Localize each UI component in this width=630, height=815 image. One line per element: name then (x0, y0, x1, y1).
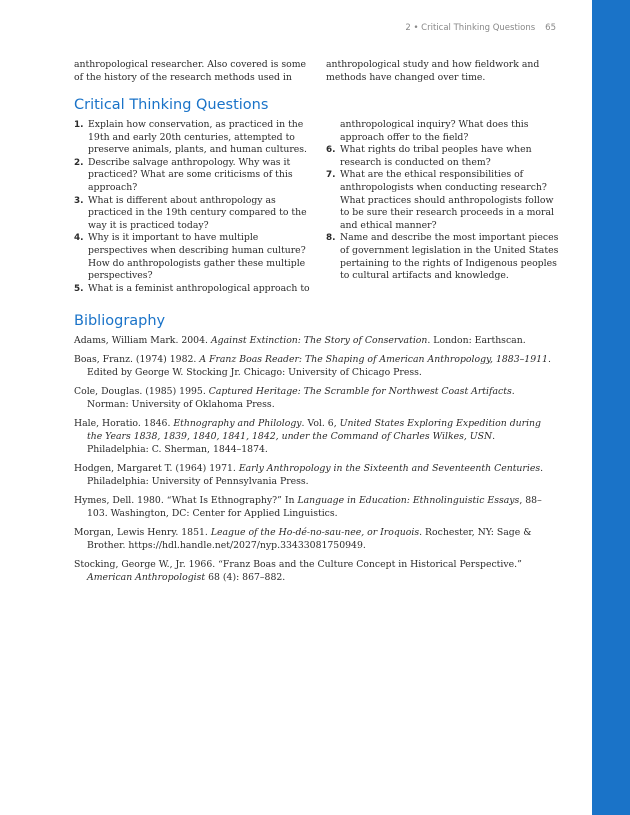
entry-author: Cole, Douglas. (1985) 1995. (74, 386, 209, 397)
question-number: 8. (326, 233, 336, 244)
question-number: 2. (74, 157, 84, 168)
entry-publisher: . Edited by George W. Stocking Jr. Chicago: University of Chicago Press. (87, 354, 551, 378)
entry-publisher: . Philadelphia: University of Pennsylvania Press. (87, 463, 544, 487)
question-list-right (326, 119, 559, 283)
entry-title: Ethnography and Philology (173, 418, 302, 429)
question-text: Describe salvage anthropology. Why was it practiced? What are some criticisms of this approach? (88, 156, 293, 193)
bibliography-entry (74, 417, 559, 456)
question-text: anthropological inquiry? What does this approach offer to the field? (340, 119, 529, 143)
question-item (74, 283, 310, 296)
intro-text-left: anthropological researcher. Also covered is some of the history of the research methods used in (74, 59, 307, 83)
entry-publisher: . Philadelphia: C. Sherman, 1844–1874. (87, 431, 496, 455)
entry-author: Hymes, Dell. 1980. “What Is Ethnography?” In (74, 495, 298, 506)
question-text: What rights do tribal peoples have when research is conducted on them? (340, 144, 532, 168)
bibliography-heading: Bibliography (74, 313, 166, 329)
question-number: 3. (74, 195, 84, 206)
question-text: What are the ethical responsibilities of anthropologists when conducting research? What practices should anthropologists follow to be sure their research proceeds in a moral and ethical manner? (340, 169, 554, 231)
question-item (74, 232, 310, 282)
entry-author: Morgan, Lewis Henry. 1851. (74, 527, 211, 538)
critical-thinking-heading: Critical Thinking Questions (74, 97, 269, 113)
bibliography-entry (74, 526, 559, 552)
entry-author: Adams, William Mark. 2004. (74, 335, 211, 346)
question-item (326, 169, 559, 232)
bibliography-entry (74, 385, 559, 411)
bibliography-list (74, 334, 559, 590)
entry-title: Against Extinction: The Story of Conservation (210, 335, 428, 346)
bibliography-entry (74, 462, 559, 488)
entry-publisher: . London: Earthscan. (427, 335, 526, 346)
bibliography-entry (74, 494, 559, 520)
question-text: What is different about anthropology as practiced in the 19th century compared to the way it is practiced today? (88, 194, 307, 231)
entry-title: Language in Education: Ethnolinguistic Essays (297, 495, 520, 506)
bibliography-entry (74, 353, 559, 379)
question-number: 7. (326, 170, 336, 181)
bibliography-entry (74, 334, 559, 347)
entry-title: Early Anthropology in the Sixteenth and Seventeenth Centuries (238, 463, 541, 474)
entry-title: American Anthropologist (87, 572, 206, 583)
entry-author: Hodgen, Margaret T. (1964) 1971. (74, 463, 239, 474)
entry-publisher: , 88–103. Washington, DC: Center for Applied Linguistics. (87, 495, 542, 519)
question-text: Why is it important to have multiple perspectives when describing human culture? How do anthropologists gather these multiple perspectives? (88, 232, 306, 282)
entry-author: Hale, Horatio. 1846. (74, 418, 174, 429)
question-item (326, 232, 559, 282)
entry-title: Captured Heritage: The Scramble for Northwest Coast Artifacts (208, 386, 512, 397)
intro-text-right: anthropological study and how fieldwork and methods have changed over time. (326, 59, 540, 83)
running-head (405, 23, 556, 33)
running-head-chapter: 2 • Critical Thinking Questions (405, 23, 536, 33)
entry-publisher: . Norman: University of Oklahoma Press. (87, 386, 515, 410)
question-text: What is a feminist anthropological approach to (88, 282, 310, 294)
bibliography-entry (74, 558, 559, 584)
question-number: 4. (74, 233, 84, 244)
entry-volume: . Vol. 6, (301, 418, 340, 429)
question-item (74, 157, 310, 195)
entry-title: A Franz Boas Reader: The Shaping of American Anthropology, 1883–1911 (199, 354, 548, 365)
question-item (326, 144, 559, 169)
question-number: 6. (326, 145, 336, 156)
question-number: 5. (74, 283, 84, 294)
page-number: 65 (545, 23, 556, 33)
question-text: Name and describe the most important pieces of government legislation in the United States pertaining to the rights of Indigenous peoples to cultural artifacts and knowledge. (340, 232, 559, 282)
question-item (74, 119, 310, 157)
question-list-left (74, 119, 310, 295)
entry-author: Boas, Franz. (1974) 1982. (74, 354, 200, 365)
question-number: 1. (74, 120, 84, 130)
entry-series-title: United States Exploring Expedition during the Years 1838, 1839, 1840, 1841, 1842, under the Command of Charles Wilkes, USN (87, 418, 541, 442)
question-item (74, 195, 310, 233)
entry-publisher: . Rochester, NY: Sage & Brother. https://hdl.handle.net/2027/nyp.33433081750949. (87, 527, 532, 551)
chapter-sidebar-bar (592, 0, 630, 815)
question-text: Explain how conservation, as practiced in the 19th and early 20th centuries, attempted to preserve animals, plants, and human cultures. (88, 119, 307, 156)
entry-title: League of the Ho-dé-no-sau-nee, or Iroquois (210, 527, 420, 538)
question-item-continuation (326, 119, 559, 144)
entry-publisher: 68 (4): 867–882. (205, 572, 286, 583)
entry-author: Stocking, George W., Jr. 1966. “Franz Boas and the Culture Concept in Historical Perspective.” (74, 559, 522, 570)
